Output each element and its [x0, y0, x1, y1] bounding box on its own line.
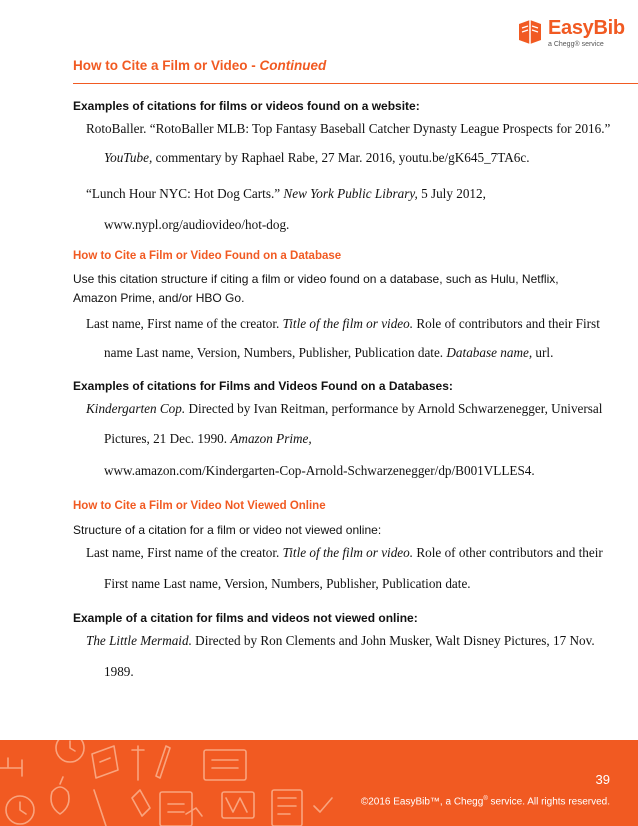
website-citation-2-title: “Lunch Hour NYC: Hot Dog Carts.”: [86, 186, 284, 201]
database-structure-line-1: [86, 316, 600, 332]
logo-tagline: a Chegg® service: [548, 41, 604, 48]
logo-name: EasyBib: [548, 17, 625, 39]
database-example-dbname: Amazon Prime,: [230, 431, 312, 446]
page-title-continued: Continued: [259, 58, 327, 73]
offline-structure-roles: Role of other contributors and their: [413, 545, 603, 560]
website-citation-2-date: 5 July 2012,: [417, 186, 486, 201]
website-examples-heading: Examples of citations for films or videos found on a website:: [73, 99, 420, 113]
database-structure-creator: Last name, First name of the creator.: [86, 316, 283, 331]
page-number: 39: [595, 772, 610, 787]
offline-structure-line-1: [86, 545, 603, 561]
website-citation-2-line-1: [86, 186, 486, 202]
copyright-text: ©2016 EasyBib™, a Chegg: [360, 796, 484, 808]
database-example-line-1: [86, 401, 602, 417]
offline-intro: Structure of a citation for a film or video not viewed online:: [73, 523, 382, 537]
copyright-notice: [361, 796, 610, 807]
offline-structure-title: Title of the film or video.: [282, 545, 414, 560]
offline-example-title: The Little Mermaid.: [86, 633, 192, 648]
title-divider: [73, 83, 638, 84]
offline-example-credits: Directed by Ron Clements and John Musker, Walt Disney Pictures, 17 Nov.: [191, 633, 595, 648]
page-title: [73, 58, 326, 73]
database-example-line-2: [104, 431, 312, 447]
page-title-main: How to Cite a Film or Video -: [73, 58, 260, 73]
database-intro-line-1: Use this citation structure if citing a film or video found on a database, such as Hulu, Netflix,: [73, 272, 559, 286]
footer-band: [0, 740, 638, 826]
offline-example-heading: Example of a citation for films and videos not viewed online:: [73, 611, 418, 625]
offline-structure-creator: Last name, First name of the creator.: [86, 545, 283, 560]
database-structure-dbname: Database name,: [446, 345, 533, 360]
database-example-publisher: Pictures, 21 Dec. 1990.: [104, 431, 231, 446]
book-logo-icon: [516, 18, 544, 46]
database-structure-url: url.: [532, 345, 554, 360]
database-examples-heading: Examples of citations for Films and Videos Found on a Databases:: [73, 379, 453, 393]
database-structure-line-2: [104, 345, 553, 361]
copyright-registered-mark: ®: [483, 796, 488, 802]
offline-example-line-2: 1989.: [104, 664, 134, 679]
website-citation-1-line-1: RotoBaller. “RotoBaller MLB: Top Fantasy Baseball Catcher Dynasty League Prospects for 2016.”: [86, 121, 611, 136]
offline-heading: How to Cite a Film or Video Not Viewed Online: [73, 500, 326, 512]
database-structure-title: Title of the film or video.: [282, 316, 414, 331]
website-citation-1-line-2: [104, 150, 530, 166]
database-example-credits: Directed by Ivan Reitman, performance by Arnold Schwarzenegger, Universal: [185, 401, 603, 416]
database-intro-line-2: Amazon Prime, and/or HBO Go.: [73, 291, 245, 305]
database-example-line-3: www.amazon.com/Kindergarten-Cop-Arnold-Schwarzenegger/dp/B001VLLES4.: [104, 463, 535, 478]
website-citation-2-container: New York Public Library,: [283, 186, 418, 201]
offline-structure-line-2: First name Last name, Version, Numbers, Publisher, Publication date.: [104, 576, 471, 591]
website-citation-1-container: YouTube,: [104, 150, 153, 165]
easybib-logo: [516, 16, 626, 52]
database-heading: How to Cite a Film or Video Found on a Database: [73, 250, 342, 262]
copyright-rights: service. All rights reserved.: [487, 796, 610, 808]
offline-example-line-1: [86, 633, 595, 649]
database-structure-roles: Role of contributors and their First: [413, 316, 600, 331]
school-doodles-icon: [0, 740, 340, 826]
database-example-title: Kindergarten Cop.: [86, 401, 186, 416]
database-structure-publication: name Last name, Version, Numbers, Publisher, Publication date.: [104, 345, 447, 360]
website-citation-1-details: commentary by Raphael Rabe, 27 Mar. 2016, youtu.be/gK645_7TA6c.: [152, 150, 530, 165]
website-citation-2-line-2: www.nypl.org/audiovideo/hot-dog.: [104, 217, 290, 232]
